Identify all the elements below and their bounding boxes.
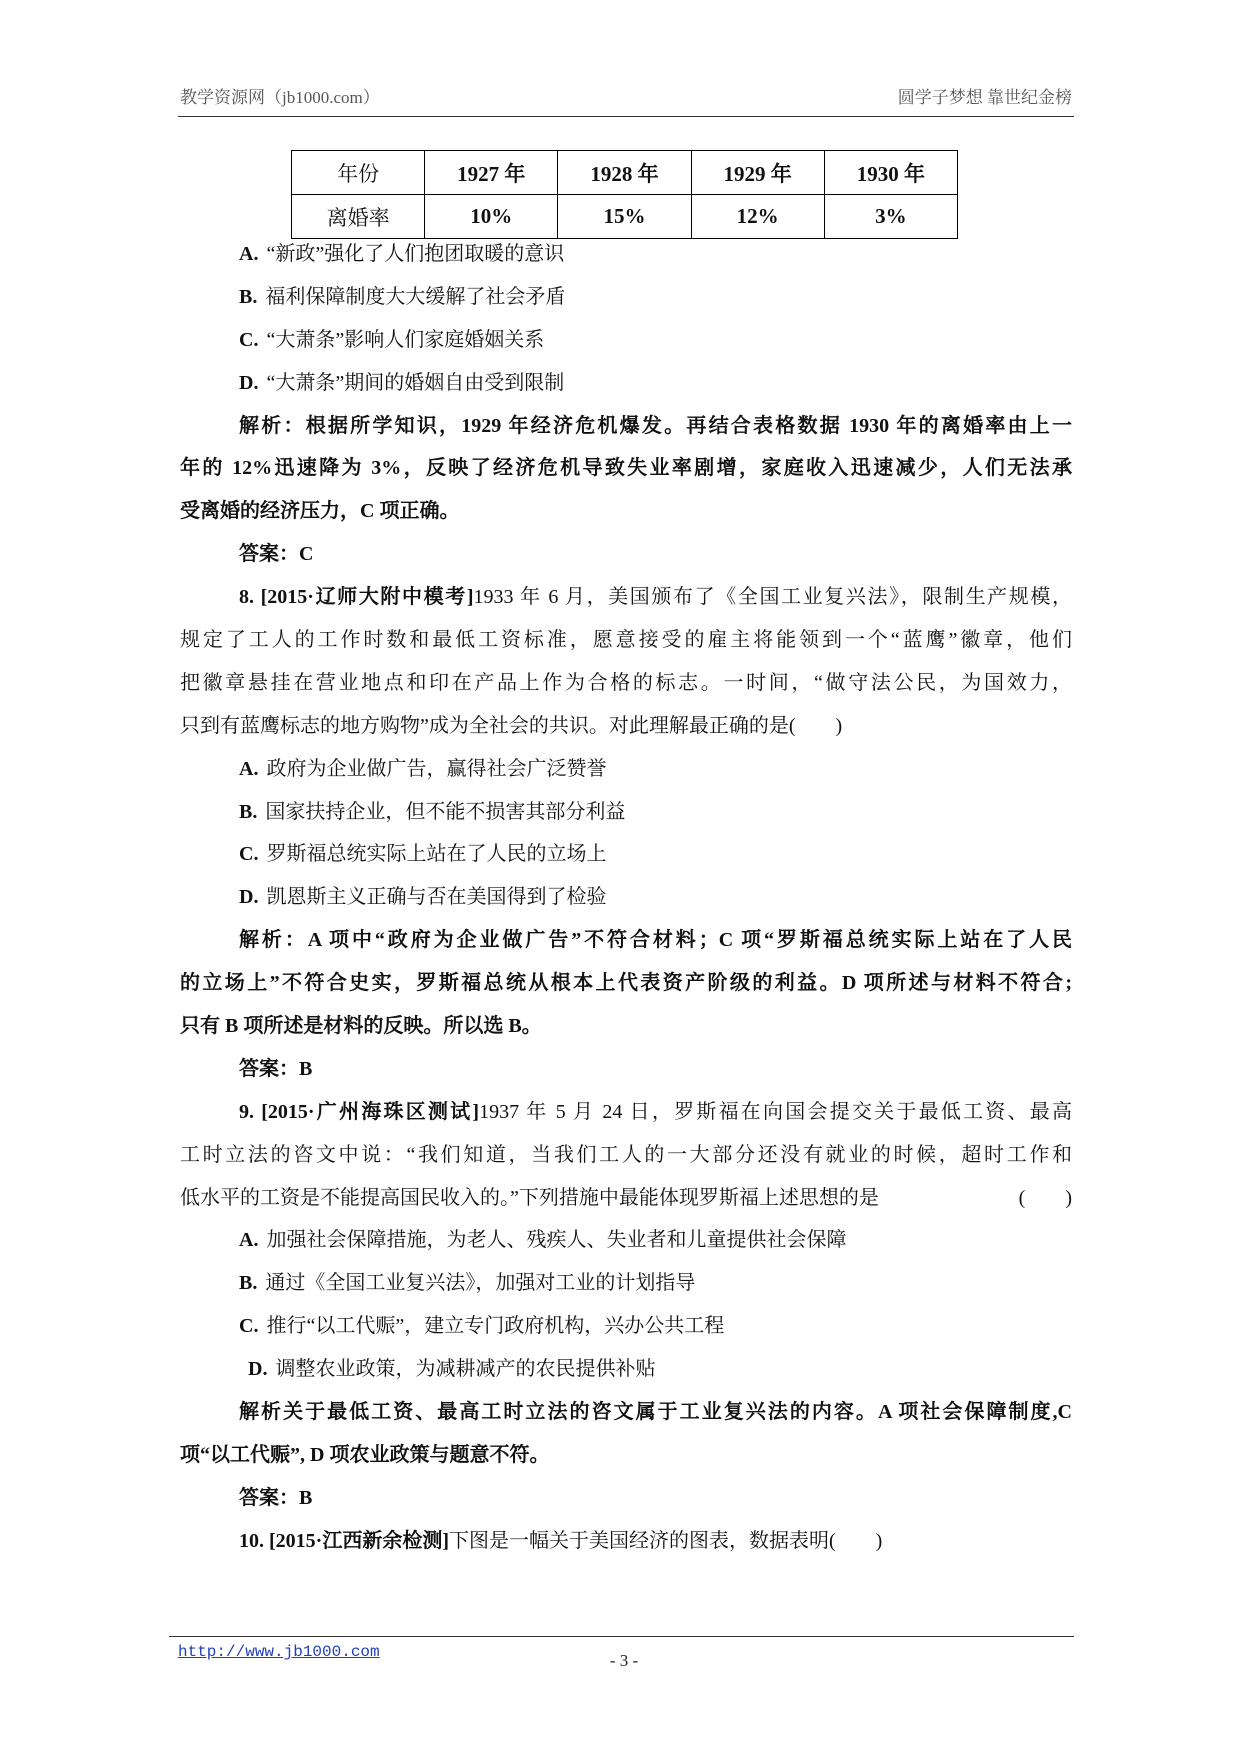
table-cell: 10% xyxy=(425,195,558,239)
q8-analysis-line: 的立场上”不符合史实，罗斯福总统从根本上代表资产阶级的利益。D 项所述与材料不符合; xyxy=(180,972,1072,995)
option-label: D. xyxy=(239,371,259,394)
answer-label: 答案： xyxy=(239,1486,299,1509)
option-text: “大萧条”期间的婚姻自由受到限制 xyxy=(266,371,565,394)
analysis-label: 解析： xyxy=(239,929,308,952)
q9-option-c xyxy=(180,1305,1072,1348)
question-source: [2015·广州海珠区测试] xyxy=(261,1100,480,1123)
question-number: 10. xyxy=(239,1529,264,1552)
q9-option-b xyxy=(180,1262,1072,1305)
q9-answer xyxy=(180,1477,1072,1520)
q8-stem-line: 把徽章悬挂在营业地点和印在产品上作为合格的标志。一时间，“做守法公民，为国效力， xyxy=(180,671,1072,694)
divorce-rate-table xyxy=(291,150,958,239)
option-text: 凯恩斯主义正确与否在美国得到了检验 xyxy=(266,886,607,909)
q8-analysis-line xyxy=(180,919,1072,962)
option-label: B. xyxy=(239,1272,258,1295)
option-label: D. xyxy=(248,1358,268,1381)
answer-bracket: ( ) xyxy=(1018,1186,1072,1209)
option-text: “大萧条”影响人们家庭婚姻关系 xyxy=(266,328,545,351)
answer-value: B xyxy=(299,1057,313,1080)
q9-stem-line xyxy=(180,1177,1072,1220)
q7-option-c xyxy=(180,319,1072,362)
answer-label: 答案： xyxy=(239,1057,299,1080)
q7-analysis-line: 受离婚的经济压力，C 项正确。 xyxy=(180,500,460,523)
stem-text: 低水平的工资是不能提高国民收入的。”下列措施中最能体现罗斯福上述思想的是 xyxy=(180,1186,879,1209)
option-text: 加强社会保障措施，为老人、残疾人、失业者和儿童提供社会保障 xyxy=(266,1229,847,1252)
analysis-label: 解析 xyxy=(239,1401,284,1424)
option-text: 调整农业政策，为减耕减产的农民提供补贴 xyxy=(275,1358,656,1381)
question-source: [2015·江西新余检测] xyxy=(269,1529,449,1552)
q7-answer xyxy=(180,533,1072,576)
q7-analysis-line: 年的 12%迅速降为 3%，反映了经济危机导致失业率剧增，家庭收入迅速减少，人们无法承 xyxy=(180,457,1072,480)
option-text: 推行“以工代赈”，建立专门政府机构，兴办公共工程 xyxy=(266,1315,725,1338)
stem-text: 下图是一幅关于美国经济的图表，数据表明( ) xyxy=(449,1529,883,1552)
q7-option-b xyxy=(180,276,1072,319)
option-label: A. xyxy=(239,757,259,780)
q9-analysis-line xyxy=(180,1391,1072,1434)
table-row xyxy=(292,151,958,195)
question-number: 9. xyxy=(239,1100,254,1123)
q8-option-d xyxy=(180,876,1072,919)
option-label: C. xyxy=(239,843,259,866)
q9-option-a xyxy=(180,1219,1072,1262)
q9-analysis-line: 项“以工代赈”, D 项农业政策与题意不符。 xyxy=(180,1443,550,1466)
q8-stem-line: 规定了工人的工作时数和最低工资标准，愿意接受的雇主将能领到一个“蓝鹰”徽章，他们 xyxy=(180,629,1072,652)
page-body xyxy=(180,233,1072,1563)
stem-text: 1933 年 6 月，美国颁布了《全国工业复兴法》，限制生产规模， xyxy=(473,586,1072,609)
q7-option-a xyxy=(180,233,1072,276)
table-cell: 12% xyxy=(691,195,824,239)
page-number: - 3 - xyxy=(609,1651,639,1670)
option-label: A. xyxy=(239,243,259,265)
header-slogan: 圆学子梦想 靠世纪金榜 xyxy=(897,88,1072,107)
table-cell: 年份 xyxy=(292,151,425,195)
option-label: A. xyxy=(239,1229,259,1252)
option-text: 罗斯福总统实际上站在了人民的立场上 xyxy=(266,843,607,866)
table-cell: 1928 年 xyxy=(558,151,691,195)
footer-website-link[interactable]: http://www.jb1000.com xyxy=(178,1643,380,1661)
option-text: 福利保障制度大大缓解了社会矛盾 xyxy=(265,285,566,308)
option-label: C. xyxy=(239,328,259,351)
option-label: B. xyxy=(239,285,258,308)
q10-stem-line xyxy=(180,1520,1072,1563)
page-header xyxy=(180,86,1072,110)
table-cell: 15% xyxy=(558,195,691,239)
table-cell: 3% xyxy=(824,195,957,239)
option-label: C. xyxy=(239,1315,259,1338)
analysis-text: 关于最低工资、最高工时立法的咨文属于工业复兴法的内容。A 项社会保障制度,C xyxy=(283,1401,1072,1424)
q8-analysis-line: 只有 B 项所述是材料的反映。所以选 B。 xyxy=(180,1015,542,1038)
analysis-text: 根据所学知识，1929 年经济危机爆发。再结合表格数据 1930 年的离婚率由上一 xyxy=(305,414,1072,437)
q8-option-b xyxy=(180,791,1072,834)
q8-answer xyxy=(180,1048,1072,1091)
q9-option-d xyxy=(180,1348,1072,1391)
stem-text: 1937 年 5 月 24 日，罗斯福在向国会提交关于最低工资、最高 xyxy=(479,1100,1072,1123)
option-text: 通过《全国工业复兴法》，加强对工业的计划指导 xyxy=(265,1272,696,1295)
q7-analysis-line xyxy=(180,405,1072,448)
question-number: 8. xyxy=(239,586,254,609)
option-text: 政府为企业做广告，赢得社会广泛赞誉 xyxy=(266,757,607,780)
analysis-label: 解析： xyxy=(239,414,306,437)
footer-divider xyxy=(169,1636,1074,1637)
q7-option-d xyxy=(180,362,1072,405)
option-label: B. xyxy=(239,800,258,823)
table-row xyxy=(292,195,958,239)
table-cell: 1929 年 xyxy=(691,151,824,195)
header-site-name: 教学资源网（jb1000.com） xyxy=(180,88,380,107)
q9-stem-line: 工时立法的咨文中说：“我们知道，当我们工人的一大部分还没有就业的时候，超时工作和 xyxy=(180,1143,1072,1166)
q8-option-c xyxy=(180,833,1072,876)
q8-stem-line: 只到有蓝鹰标志的地方购物”成为全社会的共识。对此理解最正确的是( ) xyxy=(180,714,843,737)
option-text: 国家扶持企业，但不能不损害其部分利益 xyxy=(265,800,626,823)
answer-value: C xyxy=(299,543,314,566)
option-label: D. xyxy=(239,886,259,909)
q8-option-a xyxy=(180,748,1072,791)
q8-stem-line xyxy=(180,576,1072,619)
option-text: “新政”强化了人们抱团取暖的意识 xyxy=(266,243,565,265)
table-cell: 1930 年 xyxy=(824,151,957,195)
table-cell: 1927 年 xyxy=(425,151,558,195)
question-source: [2015·辽师大附中模考] xyxy=(260,586,474,609)
table-cell: 离婚率 xyxy=(292,195,425,239)
header-divider xyxy=(178,116,1074,117)
answer-label: 答案： xyxy=(239,543,299,566)
answer-value: B xyxy=(299,1486,313,1509)
q9-stem-line xyxy=(180,1091,1072,1134)
analysis-text: A 项中“政府为企业做广告”不符合材料；C 项“罗斯福总统实际上站在了人民 xyxy=(307,929,1072,952)
